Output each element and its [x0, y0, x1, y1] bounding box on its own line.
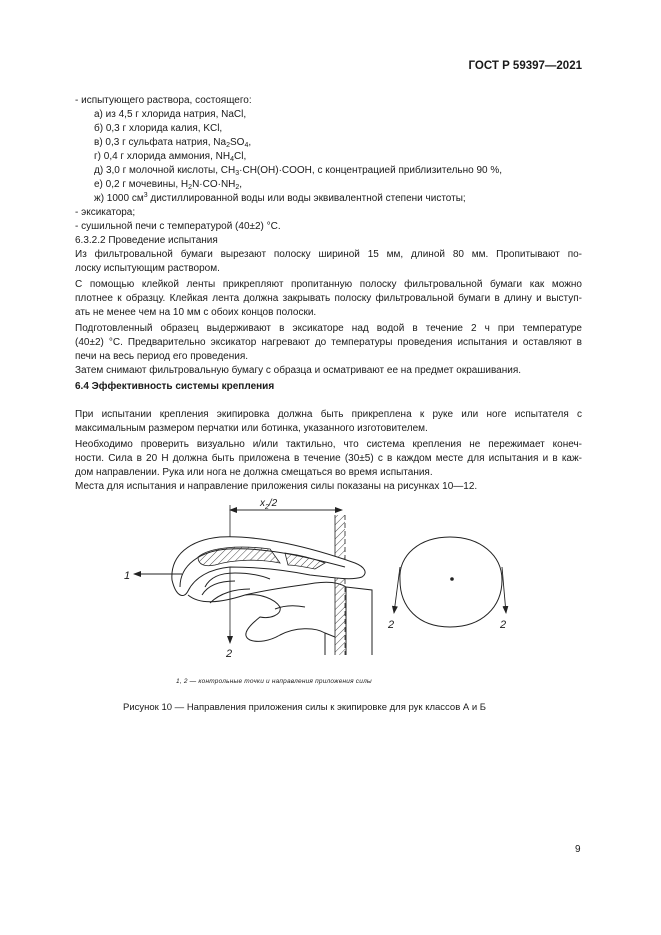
- section-64-p2-line3: дом направлении. Рука или нога не должна смещаться во время испытания.: [75, 467, 433, 478]
- reagent-b: б) 0,3 г хлорида калия, KCl,: [94, 123, 223, 134]
- figure-legend: 1, 2 — контрольные точки и направления приложения силы: [176, 678, 372, 685]
- reagent-e: е) 0,2 г мочевины, $H_2N\cdot CO\cdot NH_2$,: [94, 179, 243, 191]
- section-64-title: 6.4 Эффективность системы крепления: [75, 381, 275, 392]
- force-label-1: 1: [124, 570, 131, 582]
- reagent-a: а) из 4,5 г хлорида натрия, NaCl,: [94, 109, 247, 120]
- front-view: [387, 537, 506, 631]
- reagent-g: г) 0,4 г хлорида аммония, $NH_4Cl$,: [94, 151, 247, 163]
- section-64-p2-line2: ности. Сила в 20 Н должна быть приложена в течение (30±5) с в каждом месте для испытания и в каж-: [75, 453, 582, 464]
- reagent-zh: ж) 1000 $см^3$ дистиллированной воды или воды эквивалентной степени чистоты;: [94, 192, 466, 204]
- list-item-desiccator: - эксикатора;: [75, 207, 136, 218]
- section-64-p1-line2: максимальным размером перчатки или ботинка, указанного изготовителем.: [75, 423, 428, 434]
- section-6322-p3-line1: Подготовленный образец выдерживают в эксикаторе над водой в течение 2 ч при температуре: [75, 323, 582, 334]
- section-6322-p3-line3: печи на весь период его проведения.: [75, 351, 249, 362]
- section-6322-title: 6.3.2.2 Проведение испытания: [75, 235, 218, 246]
- section-64-p3-line1: Места для испытания и направление приложения силы показаны на рисунках 10—12.: [75, 481, 478, 492]
- force-label-2-right: 2: [500, 619, 507, 631]
- dimension-label: $x_2/2$: [260, 498, 278, 511]
- section-6322-p2-line3: ать не менее чем на 10 мм с обоих концов полоски.: [75, 307, 317, 318]
- section-6322-p2-line1: С помощью клейкой ленты прикрепляют пропитанную полоску фильтровальной бумаги как можно: [75, 279, 582, 290]
- page-number: 9: [575, 844, 581, 855]
- list-item-oven: - сушильной печи с температурой (40±2) °С.: [75, 221, 281, 232]
- section-6322-p1-line1: Из фильтровальной бумаги вырезают полоску шириной 15 мм, длиной 80 мм. Пропитывают по-: [75, 249, 582, 260]
- force-label-2-left: 2: [388, 619, 395, 631]
- reagent-v: в) 0,3 г сульфата натрия, $Na_2SO_4$,: [94, 137, 252, 149]
- document-header: ГОСТ Р 59397—2021: [468, 60, 582, 72]
- section-6322-p1-line2: лоску испытующим раствором.: [75, 263, 220, 274]
- section-6322-p3-line2: (40±2) °С. Предварительно эксикатор нагревают до температуры проведения испытания и оставляют в: [75, 337, 582, 348]
- reagent-intro: - испытующего раствора, состоящего:: [75, 95, 252, 106]
- section-64-p2-line1: Необходимо проверить визуально и/или тактильно, что система крепления не пережимает конеч-: [75, 439, 582, 450]
- figure-caption: Рисунок 10 — Направления приложения силы к экипировке для рук классов А и Б: [123, 702, 487, 713]
- figure-10-drawing: [110, 495, 530, 670]
- section-6322-p4-line1: Затем снимают фильтровальную бумагу с образца и осматривают ее на предмет окрашивания.: [75, 365, 522, 376]
- wall-hatch: [335, 515, 345, 655]
- section-6322-p2-line2: плотнее к образцу. Клейкая лента должна закрывать полоску фильтровальной бумаги в длину и выступ-: [75, 293, 582, 304]
- reagent-d: д) 3,0 г молочной кислоты, $CH_3\cdot CH(OH)\cdot COOH$, с концентрацией приблизительно 90 %,: [94, 165, 503, 177]
- section-64-p1-line1: При испытании крепления экипировка должна быть прикреплена к руке или ноге испытателя с: [75, 409, 582, 420]
- force-label-2-side: 2: [226, 648, 233, 660]
